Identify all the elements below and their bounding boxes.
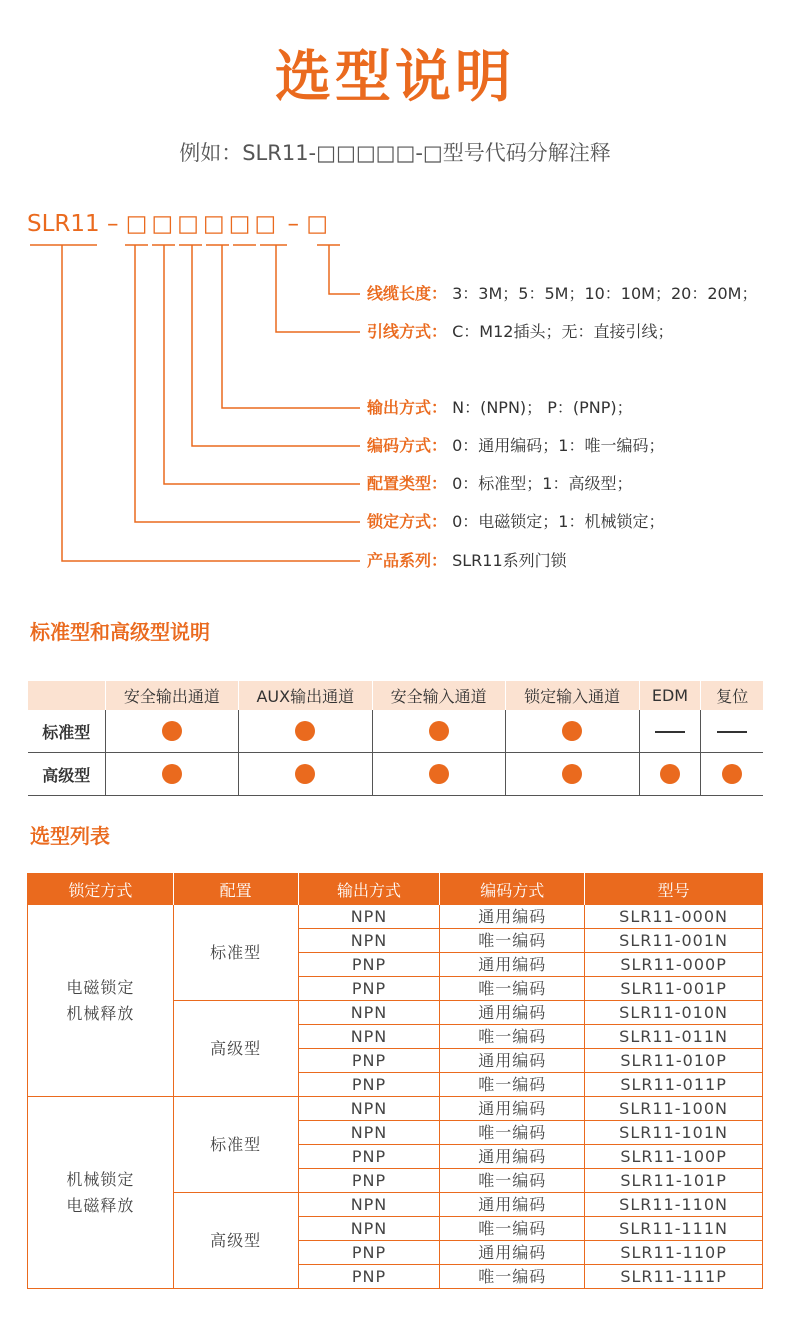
feature-corner bbox=[28, 681, 106, 710]
feature-cell bbox=[701, 710, 763, 753]
release-mode-line: 机械释放 bbox=[66, 1003, 135, 1023]
model-cell: SLR11-111N bbox=[585, 1217, 763, 1241]
model-cell: SLR11-100P bbox=[585, 1145, 763, 1169]
legend-label: 线缆长度： bbox=[367, 284, 448, 303]
features-title: 标准型和高级型说明 bbox=[30, 620, 210, 644]
code-separator: – bbox=[287, 211, 299, 237]
output-cell: PNP bbox=[298, 1073, 440, 1097]
code-boxes: □□□□□□ bbox=[125, 211, 281, 237]
feature-column-header: 复位 bbox=[701, 681, 763, 710]
model-cell: SLR11-010N bbox=[585, 1001, 763, 1025]
output-cell: PNP bbox=[298, 1145, 440, 1169]
page-subtitle: 例如：SLR11-□□□□□-□型号代码分解注释 bbox=[179, 141, 611, 165]
code-prefix: SLR11 bbox=[27, 211, 100, 237]
unsupported-dash-icon bbox=[717, 731, 747, 733]
legend-desc: 0：通用编码；1：唯一编码； bbox=[452, 436, 665, 455]
legend-config bbox=[367, 471, 632, 497]
legend-series bbox=[367, 548, 567, 574]
legend-wiring bbox=[367, 319, 673, 345]
model-cell: SLR11-000P bbox=[585, 953, 763, 977]
lock-mode-line: 机械锁定 bbox=[66, 1169, 135, 1189]
table-row bbox=[28, 905, 763, 929]
legend-lock bbox=[367, 509, 664, 535]
feature-cell bbox=[505, 753, 639, 796]
feature-cell bbox=[238, 710, 372, 753]
legend-desc: SLR11系列门锁 bbox=[452, 551, 567, 570]
config-cell: 标准型 bbox=[173, 1097, 298, 1193]
config-cell: 标准型 bbox=[173, 905, 298, 1001]
feature-cell bbox=[105, 710, 238, 753]
feature-cell bbox=[639, 753, 701, 796]
feature-column-header: 安全输入通道 bbox=[372, 681, 505, 710]
supported-dot-icon bbox=[295, 721, 315, 741]
model-cell: SLR11-111P bbox=[585, 1265, 763, 1289]
model-cell: SLR11-110P bbox=[585, 1241, 763, 1265]
feature-cell bbox=[639, 710, 701, 753]
coding-cell: 唯一编码 bbox=[440, 1169, 585, 1193]
legend-label: 输出方式： bbox=[367, 398, 448, 417]
output-cell: PNP bbox=[298, 953, 440, 977]
supported-dot-icon bbox=[295, 764, 315, 784]
output-cell: NPN bbox=[298, 1001, 440, 1025]
feature-column-header: EDM bbox=[639, 681, 701, 710]
feature-cell bbox=[105, 753, 238, 796]
model-cell: SLR11-011P bbox=[585, 1073, 763, 1097]
feature-row-label: 标准型 bbox=[28, 710, 106, 753]
coding-cell: 通用编码 bbox=[440, 1241, 585, 1265]
supported-dot-icon bbox=[562, 721, 582, 741]
legend-desc: 0：标准型；1：高级型； bbox=[452, 474, 633, 493]
coding-cell: 通用编码 bbox=[440, 1145, 585, 1169]
selection-column-header: 编码方式 bbox=[440, 874, 585, 905]
feature-cell bbox=[701, 753, 763, 796]
coding-cell: 通用编码 bbox=[440, 1049, 585, 1073]
feature-column-header: 锁定输入通道 bbox=[505, 681, 639, 710]
coding-cell: 唯一编码 bbox=[440, 1217, 585, 1241]
model-cell: SLR11-100N bbox=[585, 1097, 763, 1121]
model-cell: SLR11-000N bbox=[585, 905, 763, 929]
coding-cell: 通用编码 bbox=[440, 1001, 585, 1025]
supported-dot-icon bbox=[429, 721, 449, 741]
output-cell: NPN bbox=[298, 1097, 440, 1121]
model-cell: SLR11-001N bbox=[585, 929, 763, 953]
selection-title: 选型列表 bbox=[30, 824, 110, 848]
output-cell: NPN bbox=[298, 905, 440, 929]
supported-dot-icon bbox=[722, 764, 742, 784]
legend-coding bbox=[367, 433, 664, 459]
selection-column-header: 型号 bbox=[585, 874, 763, 905]
legend-desc: C：M12插头；无：直接引线； bbox=[452, 322, 674, 341]
output-cell: PNP bbox=[298, 1265, 440, 1289]
legend-output bbox=[367, 395, 633, 421]
output-cell: NPN bbox=[298, 929, 440, 953]
supported-dot-icon bbox=[562, 764, 582, 784]
coding-cell: 唯一编码 bbox=[440, 1265, 585, 1289]
supported-dot-icon bbox=[429, 764, 449, 784]
coding-cell: 唯一编码 bbox=[440, 1121, 585, 1145]
output-cell: PNP bbox=[298, 1169, 440, 1193]
legend-desc: 3：3M；5：5M；10：10M；20：20M； bbox=[452, 284, 758, 303]
lock-mode-cell bbox=[28, 905, 174, 1097]
selection-header-row bbox=[28, 874, 763, 905]
feature-row bbox=[28, 753, 764, 796]
legend-cable-length bbox=[367, 281, 758, 307]
output-cell: NPN bbox=[298, 1217, 440, 1241]
lock-mode-cell bbox=[28, 1097, 174, 1289]
model-cell: SLR11-010P bbox=[585, 1049, 763, 1073]
model-cell: SLR11-011N bbox=[585, 1025, 763, 1049]
config-cell: 高级型 bbox=[173, 1193, 298, 1289]
output-cell: PNP bbox=[298, 1241, 440, 1265]
feature-header-row bbox=[28, 681, 764, 710]
table-row bbox=[28, 1097, 763, 1121]
legend-desc: 0：电磁锁定；1：机械锁定； bbox=[452, 512, 665, 531]
output-cell: PNP bbox=[298, 977, 440, 1001]
output-cell: NPN bbox=[298, 1025, 440, 1049]
legend-label: 引线方式： bbox=[367, 322, 448, 341]
selection-column-header: 配置 bbox=[173, 874, 298, 905]
supported-dot-icon bbox=[162, 764, 182, 784]
coding-cell: 通用编码 bbox=[440, 905, 585, 929]
coding-cell: 唯一编码 bbox=[440, 929, 585, 953]
legend-desc: N：(NPN)； P：(PNP)； bbox=[452, 398, 633, 417]
selection-table bbox=[27, 873, 763, 1289]
output-cell: NPN bbox=[298, 1121, 440, 1145]
feature-cell bbox=[238, 753, 372, 796]
selection-column-header: 输出方式 bbox=[298, 874, 440, 905]
output-cell: NPN bbox=[298, 1193, 440, 1217]
model-cell: SLR11-101N bbox=[585, 1121, 763, 1145]
feature-row bbox=[28, 710, 764, 753]
feature-column-header: 安全输出通道 bbox=[105, 681, 238, 710]
feature-table bbox=[27, 681, 763, 796]
code-last-box: □ bbox=[306, 211, 329, 237]
coding-cell: 通用编码 bbox=[440, 1193, 585, 1217]
supported-dot-icon bbox=[660, 764, 680, 784]
output-cell: PNP bbox=[298, 1049, 440, 1073]
legend-label: 配置类型： bbox=[367, 474, 448, 493]
coding-cell: 唯一编码 bbox=[440, 977, 585, 1001]
feature-column-header: AUX输出通道 bbox=[238, 681, 372, 710]
unsupported-dash-icon bbox=[655, 731, 685, 733]
coding-cell: 通用编码 bbox=[440, 1097, 585, 1121]
legend-label: 锁定方式： bbox=[367, 512, 448, 531]
code-separator: – bbox=[106, 211, 119, 237]
coding-cell: 通用编码 bbox=[440, 953, 585, 977]
selection-column-header: 锁定方式 bbox=[28, 874, 174, 905]
model-cell: SLR11-001P bbox=[585, 977, 763, 1001]
supported-dot-icon bbox=[162, 721, 182, 741]
page-title: 选型说明 bbox=[275, 45, 515, 110]
feature-row-label: 高级型 bbox=[28, 753, 106, 796]
feature-cell bbox=[372, 710, 505, 753]
legend-label: 产品系列： bbox=[367, 551, 448, 570]
feature-cell bbox=[372, 753, 505, 796]
release-mode-line: 电磁释放 bbox=[66, 1195, 135, 1215]
coding-cell: 唯一编码 bbox=[440, 1073, 585, 1097]
feature-cell bbox=[505, 710, 639, 753]
model-cell: SLR11-110N bbox=[585, 1193, 763, 1217]
lock-mode-line: 电磁锁定 bbox=[66, 977, 135, 997]
legend-label: 编码方式： bbox=[367, 436, 448, 455]
config-cell: 高级型 bbox=[173, 1001, 298, 1097]
model-cell: SLR11-101P bbox=[585, 1169, 763, 1193]
coding-cell: 唯一编码 bbox=[440, 1025, 585, 1049]
